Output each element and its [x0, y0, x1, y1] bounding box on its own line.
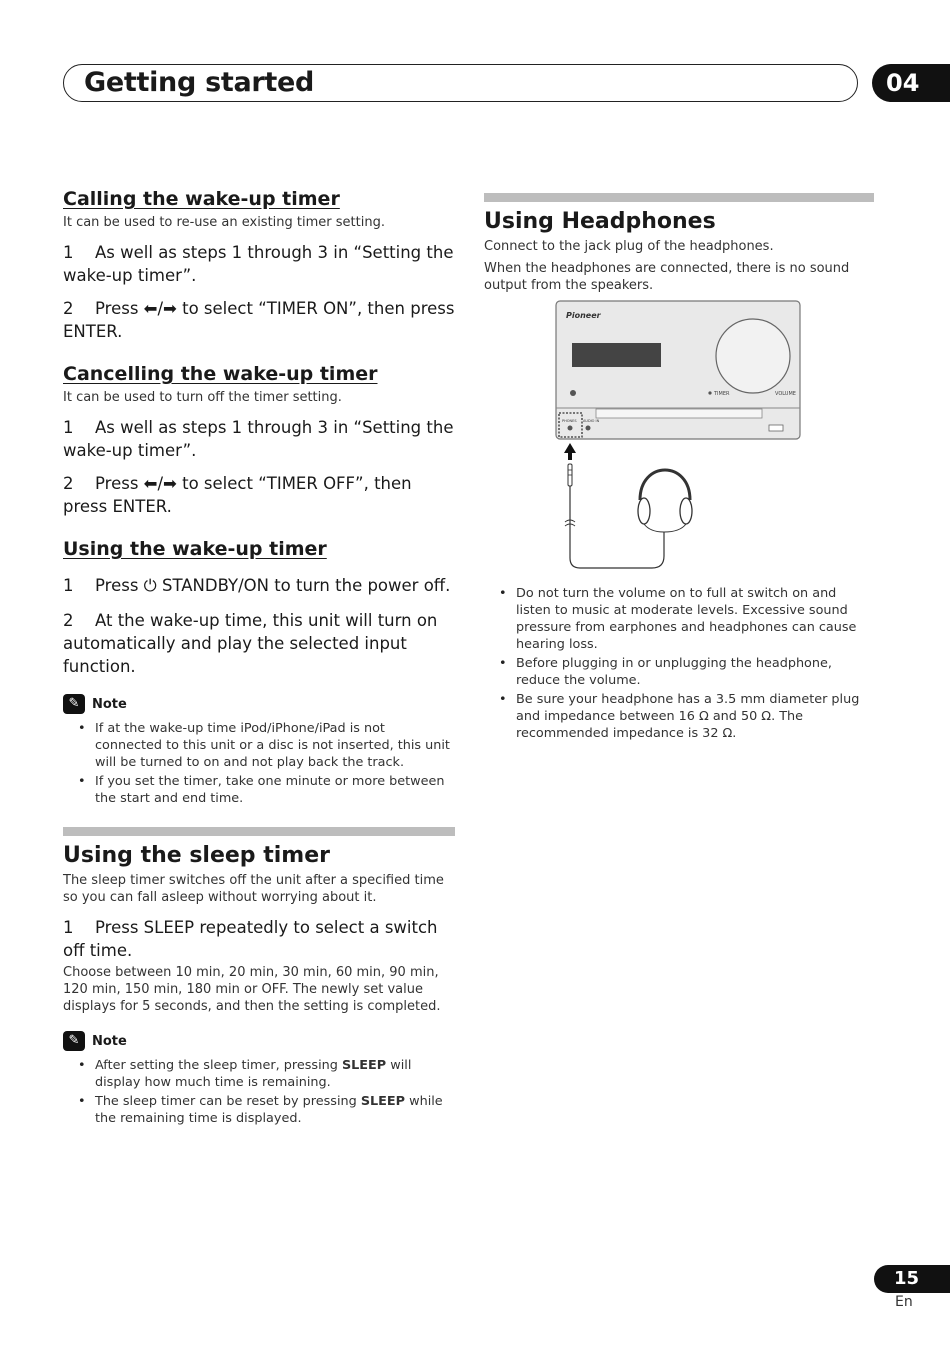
left-column [63, 186, 455, 1129]
cancelling-title: Cancelling the wake-up timer [63, 363, 378, 385]
note-text: The sleep timer can be reset by pressing [95, 1094, 361, 1109]
pencil-icon: ✎ [63, 1031, 85, 1051]
note-item: • If you set the timer, take one minute or more between the start and end time. [95, 773, 455, 807]
note-label: Note [92, 696, 127, 712]
step-number: 1 [63, 918, 74, 937]
arrow-up-icon [564, 443, 576, 460]
cancelling-intro: It can be used to turn off the timer setting. [63, 390, 342, 405]
step-text: As well as steps 1 through 3 in “Setting the wake-up timer”. [63, 418, 454, 460]
audio-in-label: AUDIO IN [583, 419, 600, 423]
header-bar [63, 64, 858, 102]
usb-port [769, 425, 783, 431]
note-text: After setting the sleep timer, pressing [95, 1058, 342, 1073]
step-text: Press ⬅/➡ to select “TIMER OFF”, then press ENTER. [63, 474, 412, 516]
note-label: Note [92, 1033, 127, 1049]
sleep-body: Choose between 10 min, 20 min, 30 min, 60 min, 90 min, 120 min, 150 min, 180 min or OFF. The newly set value displays for 5 seconds, and then the setting is completed. [63, 965, 441, 1014]
section-divider [63, 827, 455, 836]
using-title: Using the wake-up timer [63, 538, 327, 560]
display-panel [572, 343, 661, 367]
sleep-step-1 [63, 916, 455, 962]
headphones-bullets [484, 579, 874, 744]
chapter-number: 04 [872, 64, 950, 102]
calling-step-1 [63, 241, 455, 287]
bullet-item: • Do not turn the volume on to full at switch on and listen to music at moderate levels. Excessive sound pressure from earphones and headphones can cause hearing loss. [516, 585, 874, 653]
phones-label: PHONES [562, 419, 577, 423]
note-text: while the remaining time is displayed. [95, 1094, 443, 1126]
page-number: 15 [874, 1265, 950, 1293]
bullet-item: • Before plugging in or unplugging the headphone, reduce the volume. [516, 655, 874, 689]
headphones-intro-1: Connect to the jack plug of the headphones. [484, 239, 774, 254]
headphones-intro-2: When the headphones are connected, there is no sound output from the speakers. [484, 261, 850, 293]
page-language: En [895, 1294, 913, 1310]
step-text: At the wake-up time, this unit will turn on automatically and play the selected input function. [63, 611, 438, 676]
note-list [63, 1057, 455, 1127]
note-item [95, 1057, 455, 1091]
using-step-2 [63, 609, 455, 678]
headphone-cable [570, 486, 664, 568]
calling-step-2 [63, 297, 455, 343]
volume-label: VOLUME [775, 391, 796, 397]
note-key: SLEEP [360, 1094, 406, 1109]
step-number: 2 [63, 474, 74, 493]
volume-knob [716, 319, 790, 393]
page-title: Getting started [84, 67, 315, 98]
audio-in-jack [586, 426, 591, 431]
step-number: 1 [63, 576, 74, 595]
step-number: 2 [63, 611, 74, 630]
disc-slot [596, 409, 762, 418]
right-column [484, 193, 874, 294]
step-text: Press ⬅/➡ to select “TIMER ON”, then press ENTER. [63, 299, 455, 341]
note-list [63, 720, 455, 807]
pencil-icon: ✎ [63, 694, 85, 714]
note-item: • If at the wake-up time iPod/iPhone/iPad is not connected to this unit or a disc is not inserted, this unit will be turned to on and not play back the track. [95, 720, 455, 771]
sleep-intro: The sleep timer switches off the unit after a specified time so you can fall asleep without worrying about it. [63, 873, 444, 905]
note-heading [63, 1031, 455, 1051]
timer-label: TIMER [714, 391, 730, 397]
sleep-title: Using the sleep timer [63, 843, 330, 868]
cancelling-step-1 [63, 416, 455, 462]
step-text: Press SLEEP repeatedly to select a switch off time. [63, 918, 438, 960]
cancelling-step-2 [63, 472, 455, 518]
note-heading [63, 694, 455, 714]
right-earcup [680, 498, 692, 524]
left-earcup [638, 498, 650, 524]
note-key: SLEEP [341, 1058, 387, 1073]
standby-led [570, 390, 576, 396]
headphones-diagram [540, 300, 805, 575]
bullet-list [484, 585, 874, 742]
note-text: will display how much time is remaining. [95, 1058, 412, 1090]
step-number: 1 [63, 243, 74, 262]
step-text: Press ⏻ STANDBY/ON to turn the power off. [95, 576, 451, 595]
phones-jack [568, 426, 573, 431]
step-text: As well as steps 1 through 3 in “Setting the wake-up timer”. [63, 243, 454, 285]
step-number: 1 [63, 418, 74, 437]
timer-led [708, 391, 711, 394]
section-divider [484, 193, 874, 202]
using-step-1 [63, 574, 455, 597]
step-number: 2 [63, 299, 74, 318]
bullet-item: • Be sure your headphone has a 3.5 mm diameter plug and impedance between 16 Ω and 50 Ω. The recommended impedance is 32 Ω. [516, 691, 874, 742]
headphones-title: Using Headphones [484, 209, 716, 234]
note-item [95, 1093, 455, 1127]
brand-logo: Pioneer [566, 311, 601, 320]
calling-intro: It can be used to re-use an existing timer setting. [63, 215, 385, 230]
calling-title: Calling the wake-up timer [63, 188, 340, 210]
